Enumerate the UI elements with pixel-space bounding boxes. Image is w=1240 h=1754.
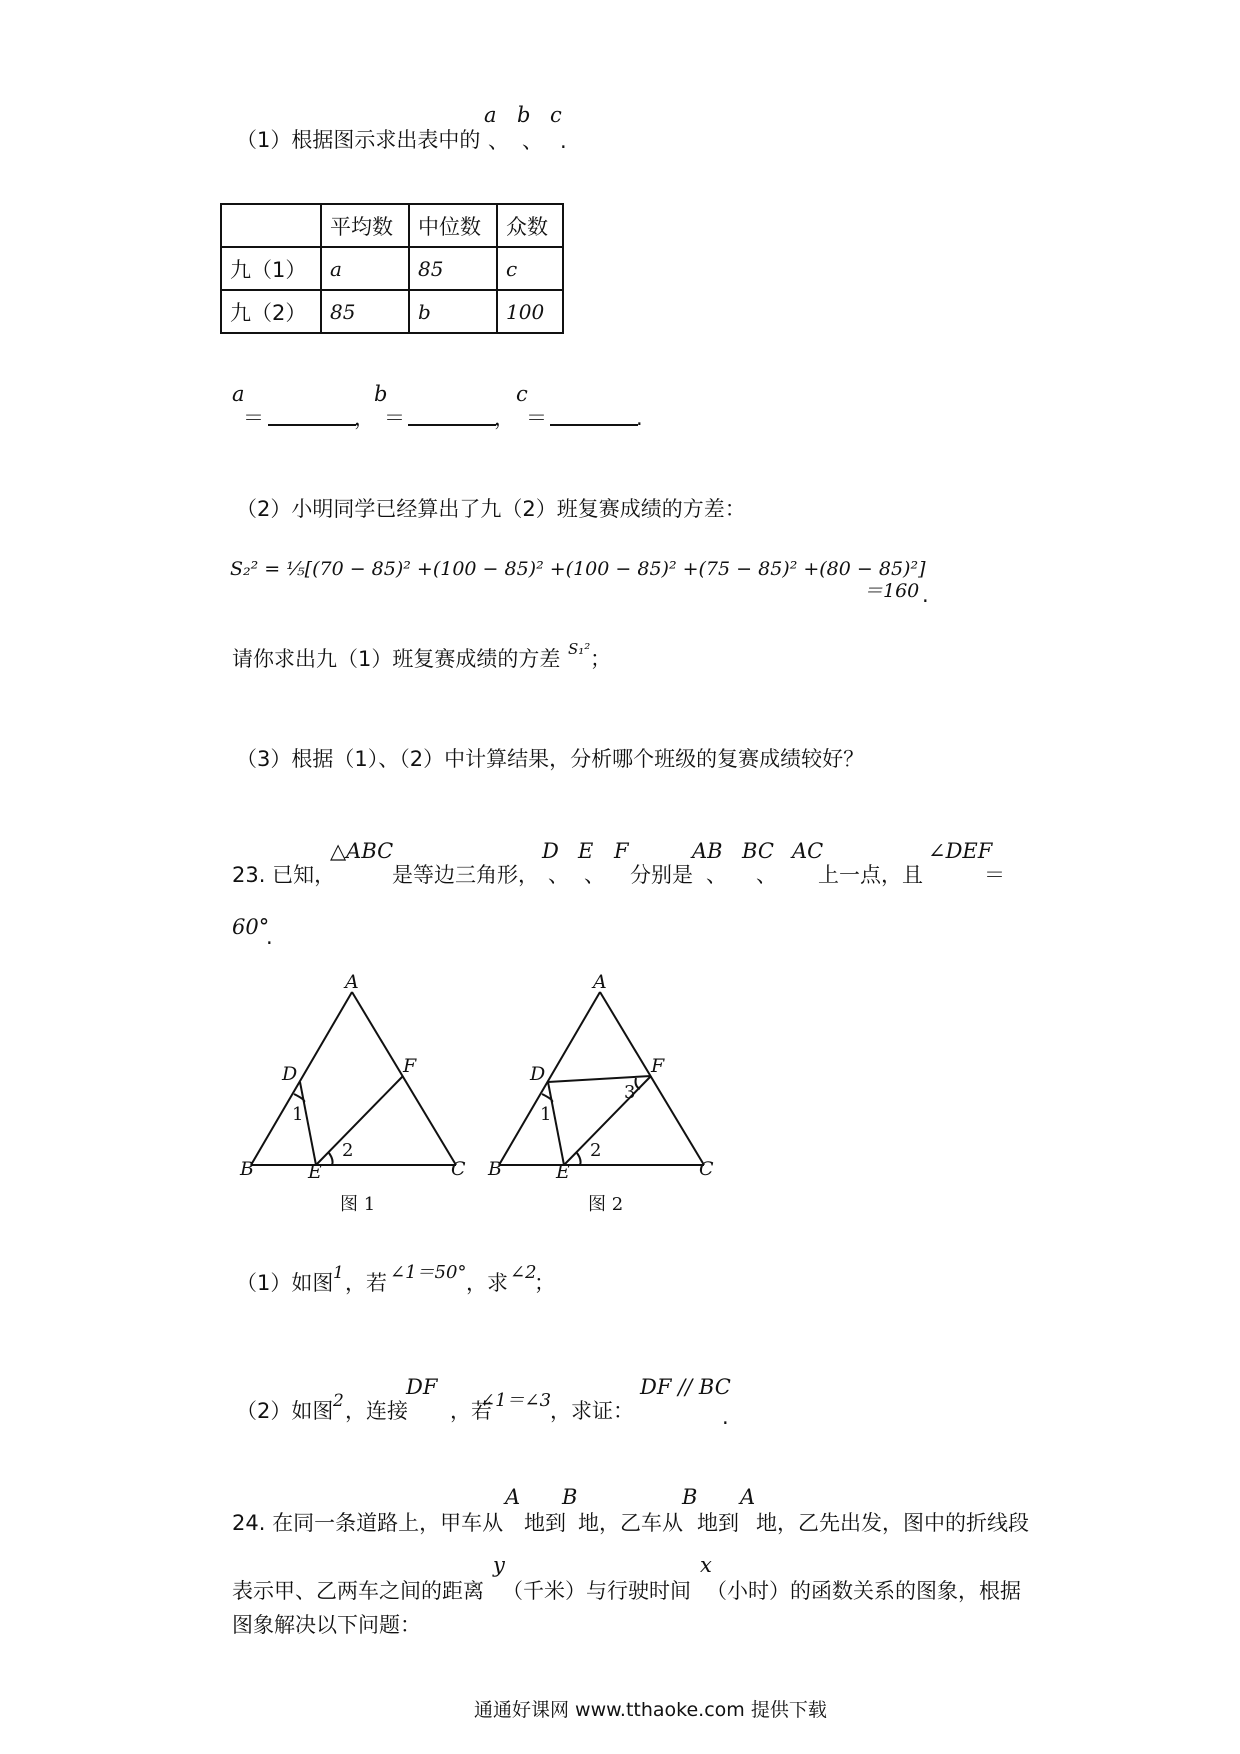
table-header-cell: 平均数 [321, 204, 409, 247]
q24-text: 表示甲、乙两车之间的距离 [232, 1579, 484, 1603]
fig2-label-f: F [651, 1055, 665, 1077]
variance-formula: S₂² = ⅕[(70 − 85)² +(100 − 85)² +(100 − 85)² +(75 − 85)² +(80 − 85)²] [230, 558, 926, 580]
q23-part2-text: ，求证： [550, 1399, 634, 1423]
semicolon: ； [590, 647, 611, 671]
fig1-label-a: A [345, 971, 359, 993]
cell-mode: 100 [497, 290, 563, 333]
cell-median: 85 [409, 247, 497, 290]
q23-part2-text: ，连接 [345, 1399, 408, 1423]
fig1-label-d: D [282, 1063, 298, 1085]
semicolon: ； [534, 1271, 555, 1295]
q23-text: 分别是 [630, 863, 693, 887]
variance-question: 请你求出九（1）班复赛成绩的方差 [232, 647, 561, 671]
answer-var-b: b [374, 382, 388, 406]
fig2-label-a: A [593, 971, 607, 993]
row-label: 九（1） [221, 247, 321, 290]
q24-text: 地，乙车从 [578, 1511, 683, 1535]
figure-number: 1 [333, 1263, 344, 1283]
table-header-cell [221, 204, 321, 247]
period: . [560, 129, 567, 153]
angle-condition: ∠1＝50° [390, 1262, 467, 1283]
figure-number: 2 [333, 1391, 344, 1411]
equals-sign: ＝ [243, 406, 264, 430]
triangle-figures [230, 970, 730, 1220]
separator: 、 [706, 863, 727, 887]
table-header-row [221, 204, 563, 247]
angle-value: 60° [232, 915, 270, 939]
answer-var-c: c [516, 382, 528, 406]
q24-text: 地到 [697, 1511, 739, 1535]
q23-prefix: 23. 已知， [232, 863, 336, 887]
q23-text: 上一点，且 [818, 863, 923, 887]
variance-symbol: S₁² [568, 640, 591, 658]
answer-blank-b[interactable] [408, 404, 496, 430]
segment-df: DF [406, 1375, 438, 1399]
fig1-label-c: C [451, 1158, 466, 1180]
triangle-abc: △ABC [330, 839, 394, 863]
q22-part2-text: （2）小明同学已经算出了九（2）班复赛成绩的方差： [236, 497, 746, 521]
q22-part1-text: （1）根据图示求出表中的 [236, 128, 481, 152]
point-d: D [542, 839, 559, 863]
period: . [266, 925, 273, 949]
q24-text: 图象解决以下问题： [232, 1613, 421, 1637]
angle-condition: ∠1＝∠3 [480, 1390, 552, 1411]
point-b: B [562, 1485, 578, 1509]
fig1-label-e: E [308, 1161, 322, 1183]
fig2-label-d: D [530, 1063, 546, 1085]
answer-var-a: a [232, 382, 245, 406]
footer-credit: 通通好课网 www.tthaoke.com 提供下载 [474, 1699, 827, 1721]
var-y: y [493, 1553, 505, 1577]
q23-part2-text: （2）如图 [236, 1399, 334, 1423]
proof-target: DF // BC [640, 1375, 731, 1399]
q24-text: 24. 在同一条道路上，甲车从 [232, 1511, 504, 1535]
point-b: B [682, 1485, 698, 1509]
q23-text: 是等边三角形， [392, 863, 539, 887]
separator: 、 [522, 129, 543, 153]
fig2-label-b: B [488, 1158, 502, 1180]
fig1-angle2-label: 2 [342, 1140, 354, 1161]
point-e: E [578, 839, 594, 863]
period: . [722, 1405, 729, 1429]
equals-sign: ＝ [526, 406, 547, 430]
fig2-angle2-label: 2 [590, 1140, 602, 1161]
fig1-caption: 图 1 [340, 1194, 376, 1215]
cell-mean: a [321, 247, 409, 290]
fig2-label-c: C [699, 1158, 714, 1180]
var-b: b [517, 103, 531, 127]
var-a: a [484, 103, 497, 127]
separator: 、 [488, 129, 509, 153]
cell-mode: c [497, 247, 563, 290]
q24-text: （小时）的函数关系的图象，根据 [706, 1579, 1021, 1603]
row-label: 九（2） [221, 290, 321, 333]
period: . [922, 583, 929, 607]
angle-def: ∠DEF [928, 839, 993, 863]
q24-text: 地到 [524, 1511, 566, 1535]
q24-text: （千米）与行驶时间 [502, 1579, 691, 1603]
point-a: A [505, 1485, 521, 1509]
equals-sign: ＝ [984, 863, 1005, 887]
fig2-angle3-label: 3 [624, 1082, 636, 1103]
q23-part1-text: ，若 [345, 1271, 387, 1295]
fig2-angle1-label: 1 [540, 1104, 552, 1125]
angle-target: ∠2 [510, 1262, 537, 1283]
equals-sign: ＝ [384, 406, 405, 430]
segment-bc: BC [742, 839, 774, 863]
separator: 、 [756, 863, 777, 887]
table-header-cell: 众数 [497, 204, 563, 247]
segment-ac: AC [792, 839, 824, 863]
separator: 、 [548, 863, 569, 887]
separator: 、 [584, 863, 605, 887]
table-header-cell: 中位数 [409, 204, 497, 247]
comma: ， [354, 406, 375, 430]
q23-part2-text: ，若 [450, 1399, 492, 1423]
q23-part1-text: ，求 [466, 1271, 508, 1295]
stats-table [220, 203, 564, 334]
answer-blank-a[interactable] [268, 404, 356, 430]
fig1-label-b: B [240, 1158, 254, 1180]
period: . [636, 406, 643, 430]
comma: ， [494, 406, 515, 430]
point-f: F [614, 839, 629, 863]
fig2-label-e: E [556, 1161, 570, 1183]
fig1-label-f: F [403, 1055, 417, 1077]
table-row [221, 290, 563, 333]
cell-mean: 85 [321, 290, 409, 333]
var-x: x [700, 1553, 712, 1577]
q23-part1-text: （1）如图 [236, 1271, 334, 1295]
point-a: A [740, 1485, 756, 1509]
var-c: c [550, 103, 562, 127]
variance-result: ＝160 [864, 580, 920, 602]
segment-ab: AB [692, 839, 723, 863]
fig2-caption: 图 2 [588, 1194, 624, 1215]
answer-blank-c[interactable] [550, 404, 638, 430]
q22-part3-text: （3）根据（1）、（2）中计算结果，分析哪个班级的复赛成绩较好？ [236, 747, 865, 771]
table-row [221, 247, 563, 290]
q24-text: 地，乙先出发，图中的折线段 [756, 1511, 1029, 1535]
fig1-angle1-label: 1 [292, 1104, 304, 1125]
cell-median: b [409, 290, 497, 333]
